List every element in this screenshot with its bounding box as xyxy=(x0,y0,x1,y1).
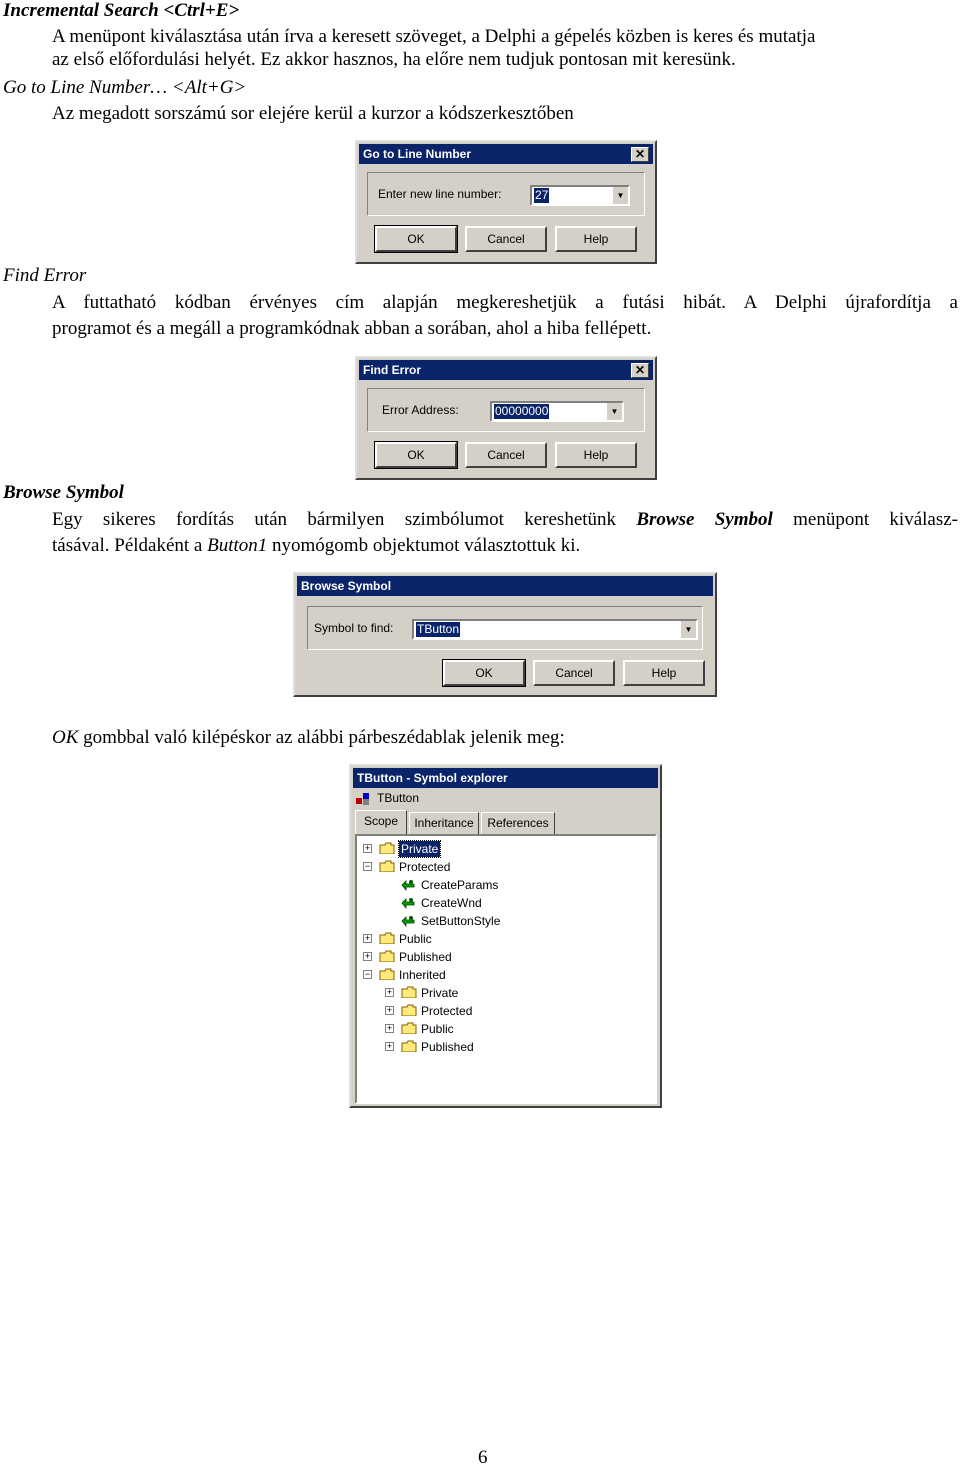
method-icon xyxy=(401,879,415,891)
tree-node[interactable] xyxy=(357,930,653,948)
input-group xyxy=(307,606,703,650)
tree-node[interactable] xyxy=(357,1038,653,1056)
heading-browse-symbol: Browse Symbol xyxy=(3,482,124,503)
chevron-down-icon[interactable]: ▼ xyxy=(612,187,628,204)
tree-node[interactable] xyxy=(357,1020,653,1038)
symbol-value: TButton xyxy=(417,622,460,636)
folder-icon xyxy=(401,1040,417,1052)
method-icon xyxy=(401,915,415,927)
input-group xyxy=(367,172,645,216)
expand-icon[interactable]: + xyxy=(386,1041,393,1051)
window-titlebar xyxy=(353,768,658,788)
folder-icon xyxy=(379,860,395,872)
symbol-explorer-window xyxy=(349,764,662,1108)
page-number: 6 xyxy=(478,1447,488,1468)
symbol-label: Symbol to find: xyxy=(314,621,394,635)
error-address-combo[interactable] xyxy=(490,401,624,422)
ok-button[interactable]: OK xyxy=(375,442,457,468)
expand-icon[interactable]: + xyxy=(364,951,371,961)
expand-icon[interactable]: + xyxy=(386,987,393,997)
text: Egy sikeres fordítás után bármilyen szimbólumot kereshetünk xyxy=(52,509,637,530)
folder-icon xyxy=(401,1022,417,1034)
paragraph-line xyxy=(52,533,580,559)
paragraph-line: programot és a megáll a programkódnak abban a sorában, ahol a hiba fellépett. xyxy=(52,318,652,339)
tab-scope[interactable]: Scope xyxy=(355,810,407,834)
tab-references[interactable]: References xyxy=(481,812,555,834)
dialog-title: Find Error xyxy=(363,363,422,377)
collapse-icon[interactable]: − xyxy=(364,861,371,871)
cancel-button[interactable]: Cancel xyxy=(465,442,547,468)
window-title: TButton - Symbol explorer xyxy=(357,771,508,785)
heading-incremental-search: Incremental Search <Ctrl+E> xyxy=(3,0,240,21)
paragraph-line xyxy=(52,507,958,533)
emphasis: OK xyxy=(52,727,79,748)
tree-node-label: Published xyxy=(399,950,452,964)
tree-node-label: Public xyxy=(421,1022,454,1036)
dialog-titlebar xyxy=(359,144,653,164)
close-icon[interactable]: ✕ xyxy=(631,147,649,162)
paragraph-line: A menüpont kiválasztása után írva a keresett szöveget, a Delphi a gépelés közben is keres és mutatja xyxy=(52,26,816,47)
expand-icon[interactable]: + xyxy=(364,933,371,943)
error-address-label: Error Address: xyxy=(382,403,459,417)
line-number-value: 27 xyxy=(535,188,549,202)
line-number-label: Enter new line number: xyxy=(378,187,502,201)
close-icon[interactable]: ✕ xyxy=(631,363,649,378)
dialog-title: Go to Line Number xyxy=(363,147,471,161)
text: tásával. Példaként a xyxy=(52,535,208,556)
find-error-dialog xyxy=(355,356,657,480)
tree-node[interactable] xyxy=(357,1002,653,1020)
tree-node[interactable] xyxy=(357,966,653,984)
folder-icon xyxy=(379,950,395,962)
tree-node-label: Protected xyxy=(399,860,451,874)
paragraph-line: az első előfordulási helyét. Ez akkor hasznos, ha előre nem tudjuk pontosan mit keresünk. xyxy=(52,49,736,70)
chevron-down-icon[interactable]: ▼ xyxy=(606,403,622,420)
tree-node[interactable] xyxy=(357,894,653,912)
line-number-combo[interactable] xyxy=(530,185,630,206)
method-icon xyxy=(401,897,415,909)
tab-inheritance[interactable]: Inheritance xyxy=(409,812,479,834)
tree-node-label: Published xyxy=(421,1040,474,1054)
folder-icon xyxy=(379,932,395,944)
ok-button[interactable]: OK xyxy=(443,660,525,686)
component-icon xyxy=(355,792,371,806)
cancel-button[interactable]: Cancel xyxy=(533,660,615,686)
text: menüpont kiválasz- xyxy=(772,509,958,530)
expand-icon[interactable]: + xyxy=(364,843,371,853)
symbol-combo[interactable] xyxy=(412,619,698,640)
tree-node-label: SetButtonStyle xyxy=(421,914,501,928)
dialog-titlebar xyxy=(359,360,653,380)
heading-find-error: Find Error xyxy=(3,265,87,286)
folder-icon xyxy=(401,1004,417,1016)
tree-node[interactable] xyxy=(357,840,653,858)
chevron-down-icon[interactable]: ▼ xyxy=(680,621,696,638)
tree-node[interactable] xyxy=(357,984,653,1002)
expand-icon[interactable]: + xyxy=(386,1023,393,1033)
folder-icon xyxy=(401,986,417,998)
text: nyomógomb objektumot választottuk ki. xyxy=(267,535,581,556)
collapse-icon[interactable]: − xyxy=(364,969,371,979)
tree-node-label: CreateParams xyxy=(421,878,499,892)
emphasis: Button1 xyxy=(207,535,268,556)
tree-node[interactable] xyxy=(357,948,653,966)
tree-node[interactable] xyxy=(357,858,653,876)
tab-strip xyxy=(355,812,655,834)
dialog-titlebar xyxy=(297,576,713,596)
folder-icon xyxy=(379,968,395,980)
paragraph-line xyxy=(52,725,565,751)
tree-node-label: Public xyxy=(399,932,432,946)
help-button[interactable]: Help xyxy=(623,660,705,686)
emphasis: Browse Symbol xyxy=(636,509,773,530)
tree-node-label: Protected xyxy=(421,1004,473,1018)
text: gombbal való kilépéskor az alábbi párbeszédablak jelenik meg: xyxy=(78,727,565,748)
go-to-line-dialog xyxy=(355,140,657,264)
tree-node-label: CreateWnd xyxy=(421,896,482,910)
paragraph-line: Az megadott sorszámú sor elejére kerül a kurzor a kódszerkesztőben xyxy=(52,103,574,124)
help-button[interactable]: Help xyxy=(555,442,637,468)
browse-symbol-dialog xyxy=(293,572,717,697)
tree-node[interactable] xyxy=(357,876,653,894)
help-button[interactable]: Help xyxy=(555,226,637,252)
ok-button[interactable]: OK xyxy=(375,226,457,252)
tree-node-label: Private xyxy=(401,842,439,856)
tree-node-label: Private xyxy=(421,986,459,1000)
error-address-value: 00000000 xyxy=(495,404,549,418)
dialog-title: Browse Symbol xyxy=(301,579,392,593)
tree-node-label: Inherited xyxy=(399,968,446,982)
input-group xyxy=(367,388,645,432)
paragraph-line: A futtatható kódban érvényes cím alapján megkereshetjük a futási hibát. A Delphi újrafordítja a xyxy=(52,292,958,313)
tree-node[interactable] xyxy=(357,912,653,930)
expand-icon[interactable]: + xyxy=(386,1005,393,1015)
symbol-tree[interactable] xyxy=(355,834,657,1104)
folder-icon xyxy=(379,842,395,854)
root-symbol-label: TButton xyxy=(377,791,420,805)
heading-go-to-line: Go to Line Number… <Alt+G> xyxy=(3,77,247,98)
cancel-button[interactable]: Cancel xyxy=(465,226,547,252)
